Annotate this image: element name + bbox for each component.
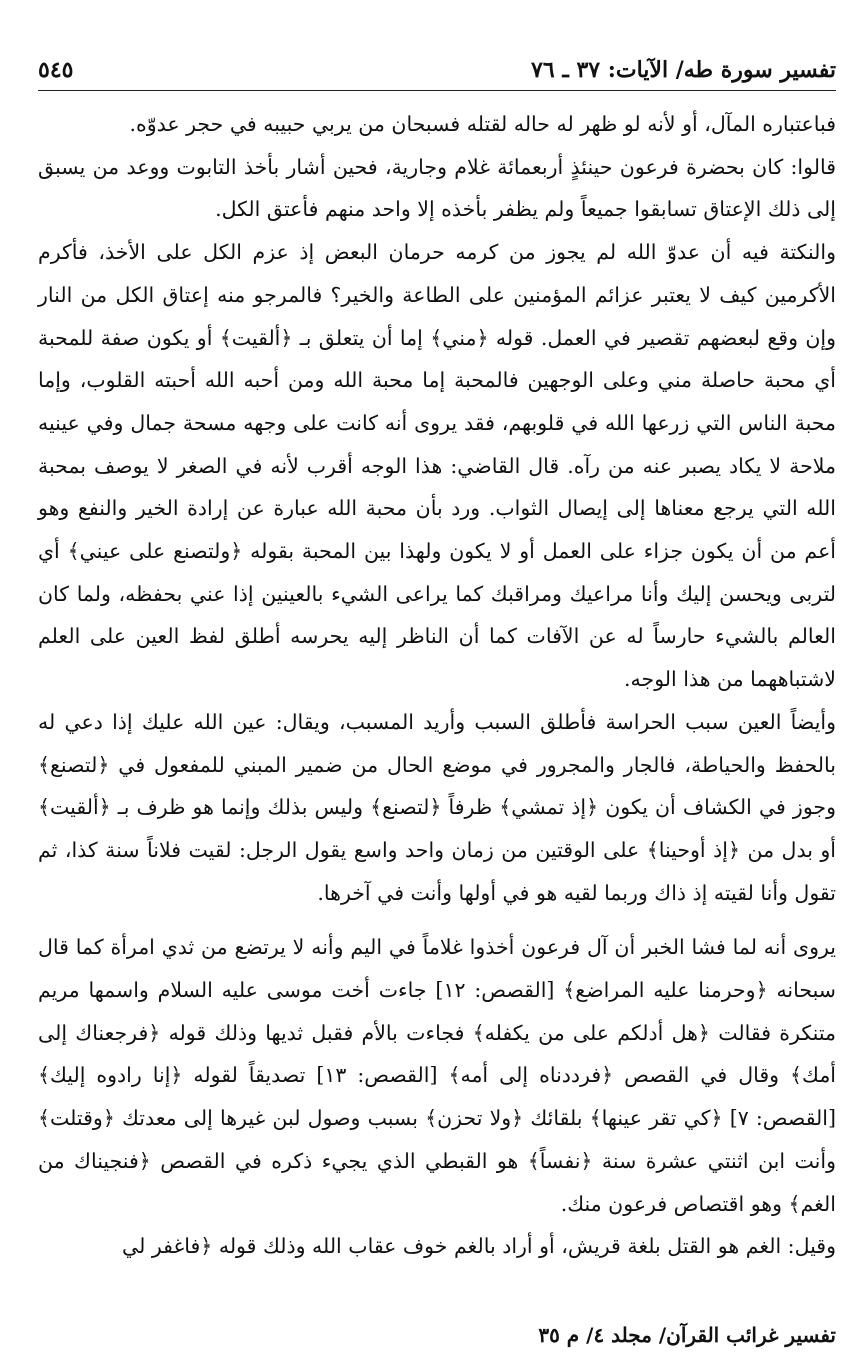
page-footer: تفسير غرائب القرآن/ مجلد ٤/ م ٣٥	[538, 1323, 836, 1347]
page-number: ٥٤٥	[38, 57, 74, 83]
paragraph: وأيضاً العين سبب الحراسة فأطلق السبب وأريد المسبب، ويقال: عين الله عليك إذا دعي له بالحفظ والحياطة، فالجار والمجرور في موضع الحال من ضمير المبني للمفعول في ﴿لتصنع﴾ وجوز في الكشاف أن يكون ﴿إذ تمشي﴾ ظرفاً ﴿لتصنع﴾ وليس بذلك وإنما هو ظرف بـ ﴿ألقيت﴾ أو بدل من ﴿إذ أوحينا﴾ على الوقتين من زمان واحد واسع يقول الرجل: لقيت فلاناً سنة كذا، ثم تقول وأنا لقيته إذ ذاك وربما لقيه هو في أولها وأنت في آخرها.	[38, 709, 836, 905]
paragraph: يروى أنه لما فشا الخبر أن آل فرعون أخذوا غلاماً في اليم وأنه لا يرتضع من ثدي امرأة كما قال سبحانه ﴿وحرمنا عليه المراضع﴾ [القصص: ١٢] جاءت أخت موسى عليه السلام واسمها مريم متنكرة فقالت ﴿هل أدلكم على من يكفله﴾ فجاءت بالأم فقبل ثديها وذلك قوله ﴿فرجعناك إلى أمك﴾ وقال في القصص ﴿فرددناه إلى أمه﴾ [القصص: ١٣] تصديقاً لقوله ﴿إنا رادوه إليك﴾ [القصص: ٧] ﴿كي تقر عينها﴾ بلقائك ﴿ولا تحزن﴾ بسبب وصول لبن غيرها إلى معدتك ﴿وقتلت﴾ وأنت ابن اثنتي عشرة سنة ﴿نفساً﴾ هو القبطي الذي يجيء ذكره في القصص ﴿فنجيناك من الغم﴾ وهو اقتصاص فرعون منك.	[38, 935, 837, 1216]
paragraph: والنكتة فيه أن عدوّ الله لم يجوز من كرمه حرمان البعض إذ عزم الكل على الأخذ، فأكرم الأكرمين كيف لا يعتبر عزائم المؤمنين على الطاعة والخير؟ فالمرجو منه إعتاق الكل من النار وإن وقع لبعضهم تقصير في العمل. قوله ﴿مني﴾ إما أن يتعلق بـ ﴿ألقيت﴾ أو يكون صفة للمحبة أي محبة حاصلة مني وعلى الوجهين فالمحبة إما محبة الله ومن أحبه الله أحبته القلوب، وإما محبة الناس التي زرعها الله في قلوبهم، فقد يروى أنه كانت على وجهه مسحة جمال وفي عينيه ملاحة لا يكاد يصبر عنه من رآه. قال القاضي: هذا الوجه أقرب لأنه في الصغر لا يوصف بمحبة الله التي يرجع معناها إلى إيصال الثواب. ورد بأن محبة الله عبارة عن إرادة الخير والنفع وهو أعم من أن يكون جزاء على العمل أو لا يكون ولهذا بين المحبة بقوله ﴿ولتصنع على عيني﴾ أي لتربى ويحسن إليك وأنا مراعيك ومراقبك كما يراعى الشيء بالعينين إذا عني بحفظه، ولما كان العالم بالشيء حارساً له عن الآفات كما أن الناظر إليه يحرسه أطلق لفظ العين على العلم لاشتباههما من هذا الوجه.	[38, 240, 836, 692]
header-title: تفسير سورة طه/ الآيات: ٣٧ ـ ٧٦	[531, 57, 836, 83]
paragraph: قالوا: كان بحضرة فرعون حينئذٍ أربعمائة غلام وجارية، فحين أشار بأخذ التابوت ووعد من يسبق إلى ذلك الإعتاق تسابقوا جميعاً ولم يظفر بأخذه إلا واحد منهم فأعتق الكل.	[38, 154, 836, 222]
running-header	[38, 50, 836, 91]
book-page	[38, 50, 836, 1350]
paragraph: وقيل: الغم هو القتل بلغة قريش، أو أراد بالغم خوف عقاب الله وذلك قوله ﴿فاغفر لي	[122, 1234, 836, 1259]
body-text	[38, 103, 836, 1268]
paragraph: فباعتباره المآل، أو لأنه لو ظهر له حاله لقتله فسبحان من يربي حبيبه في حجر عدوّه.	[129, 112, 836, 136]
